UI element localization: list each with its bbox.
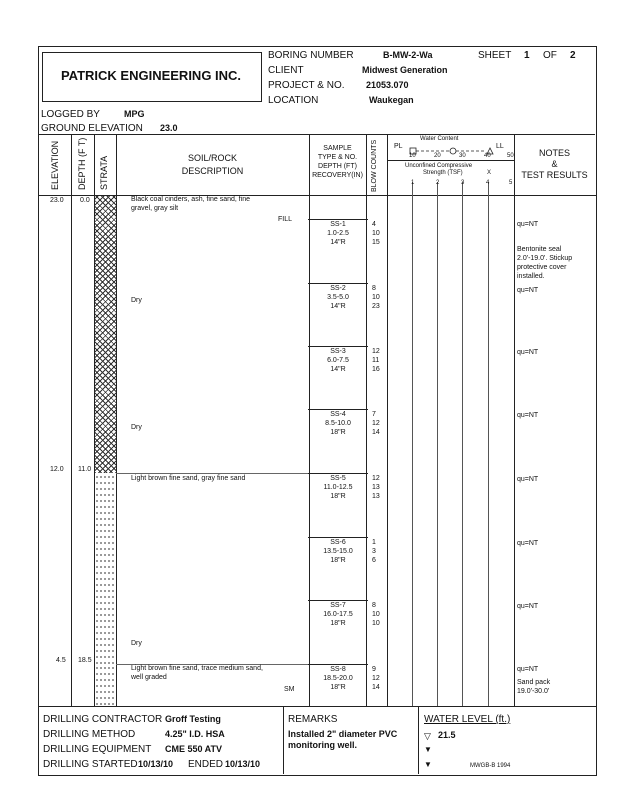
sample-header-line2: TYPE & NO. — [317, 154, 358, 161]
wc-scale — [388, 153, 514, 160]
drilling-started-label: DRILLING STARTED — [43, 759, 138, 770]
elevation-header: ELEVATION — [50, 140, 60, 190]
sample-depth: 1.0-2.5 — [327, 230, 349, 237]
location-label: LOCATION — [268, 95, 319, 106]
test-result: qu=NT — [517, 412, 539, 419]
pl-label: PL — [394, 143, 403, 150]
boring-number-label: BORING NUMBER — [268, 50, 354, 61]
blow-count: 8 10 10 — [372, 602, 380, 627]
ucs-label-1: Unconfined Compressive — [405, 163, 473, 169]
soil-classification: SM — [284, 686, 295, 693]
bentonite-note: Bentonite seal 2.0'-19.0'. Stickup protective cover installed. — [517, 246, 573, 280]
test-result: qu=NT — [517, 349, 539, 356]
sheet-total: 2 — [570, 50, 576, 61]
ucs-x: X — [487, 170, 492, 176]
soil-header-line2: DESCRIPTION — [181, 166, 244, 176]
sample-depth: 16.0-17.5 — [323, 611, 353, 618]
ucs-scale-3: 3 — [461, 180, 465, 186]
sample-header-line3: DEPTH (FT) — [318, 163, 357, 170]
blow-counts-header: BLOW COUNTS — [371, 139, 378, 192]
water-level-icon: ▼ — [424, 760, 432, 769]
water-level-value: 21.5 — [438, 730, 456, 740]
sample-recovery: 14"R — [330, 366, 346, 373]
notes-header — [514, 148, 595, 181]
notes-header-line2: & — [551, 159, 558, 169]
sample-recovery: 14"R — [330, 239, 346, 246]
sample-id: SS-2 — [308, 283, 368, 293]
elevation-value: 12.0 — [50, 466, 64, 473]
moisture-note: Dry — [131, 640, 142, 647]
sample-recovery: 18"R — [330, 493, 346, 500]
sample-header-line1: SAMPLE — [323, 145, 352, 152]
project-label: PROJECT & NO. — [268, 80, 345, 91]
blow-count: 4 10 15 — [372, 221, 380, 246]
drilling-method: 4.25" I.D. HSA — [165, 729, 225, 739]
sample-id: SS-7 — [308, 600, 368, 610]
test-result: qu=NT — [517, 666, 539, 673]
sample-header — [309, 144, 366, 180]
strata-header: STRATA — [99, 155, 109, 190]
project-number: 21053.070 — [366, 80, 409, 90]
sheet-number: 1 — [524, 50, 530, 61]
soil-header-line1: SOIL/ROCK — [187, 153, 237, 163]
strata-sand-pattern — [95, 474, 115, 664]
wc-scale-10: 10 — [409, 153, 416, 159]
strata-sand-pattern — [95, 665, 115, 705]
description-text: gravel, gray silt — [131, 205, 179, 212]
ucs-scale-1: 1 — [411, 180, 415, 186]
sample-entry — [308, 283, 368, 311]
strata-fill-pattern — [94, 196, 117, 473]
sample-id: SS-1 — [308, 219, 368, 229]
description-text: Light brown fine sand, gray fine sand — [131, 475, 246, 482]
blow-count: 12 11 16 — [372, 348, 380, 373]
logged-by-label: LOGGED BY — [41, 109, 100, 120]
form-code: MWGB-B 1994 — [470, 763, 511, 769]
sample-header-line4: RECOVERY(IN) — [312, 172, 363, 179]
ucs-label-2: Strength (TSF) — [423, 170, 463, 176]
sample-entry — [308, 664, 368, 692]
ground-elevation: 23.0 — [160, 123, 178, 133]
blow-count: 7 12 14 — [372, 411, 380, 436]
depth-header: DEPTH (F T) — [77, 137, 87, 190]
test-result: qu=NT — [517, 221, 539, 228]
boring-number: B-MW-2-Wa — [383, 50, 433, 60]
moisture-note: Dry — [131, 297, 142, 304]
ucs-scale — [388, 180, 514, 187]
sand-pack-note: Sand pack 19.0'-30.0' — [517, 679, 551, 695]
drilling-ended: 10/13/10 — [225, 759, 261, 769]
sample-entry — [308, 473, 368, 501]
depth-value: 18.5 — [78, 657, 92, 664]
description-text: Black coal cinders, ash, fine sand, fine — [131, 196, 251, 203]
soil-header — [116, 152, 309, 178]
sample-id: SS-8 — [308, 664, 368, 674]
depth-value: 0.0 — [80, 197, 90, 204]
blow-count: 12 13 13 — [372, 475, 380, 500]
drilling-started: 10/13/10 — [138, 759, 174, 769]
company-name: PATRICK ENGINEERING INC. — [60, 68, 242, 83]
ground-elevation-label: GROUND ELEVATION — [41, 123, 143, 134]
soil-classification: FILL — [278, 216, 293, 223]
notes-header-line1: NOTES — [538, 148, 570, 158]
test-result: qu=NT — [517, 476, 539, 483]
wc-scale-30: 30 — [459, 153, 466, 159]
sample-depth: 11.0-12.5 — [323, 484, 353, 491]
sample-id: SS-4 — [308, 409, 368, 419]
drilling-ended-label: ENDED — [188, 759, 224, 770]
wc-scale-40: 40 — [484, 153, 491, 159]
drilling-equipment: CME 550 ATV — [165, 744, 223, 754]
client: Midwest Generation — [362, 65, 448, 75]
sample-recovery: 18"R — [330, 684, 346, 691]
sample-recovery: 18"R — [330, 557, 346, 564]
drilling-method-label: DRILLING METHOD — [43, 729, 136, 740]
drilling-equipment-label: DRILLING EQUIPMENT — [43, 744, 152, 755]
elevation-value: 4.5 — [56, 657, 66, 664]
sample-recovery: 14"R — [330, 303, 346, 310]
client-label: CLIENT — [268, 65, 304, 76]
sample-id: SS-5 — [308, 473, 368, 483]
notes-header-line3: TEST RESULTS — [521, 170, 588, 180]
description-text: Light brown fine sand, trace medium sand, — [131, 665, 263, 672]
water-level-icon: ▼ — [424, 745, 432, 754]
sample-depth: 6.0-7.5 — [327, 357, 349, 364]
wc-scale-20: 20 — [434, 153, 441, 159]
water-content-label: Water Content — [420, 136, 459, 142]
sample-recovery: 18"R — [330, 429, 346, 436]
sample-depth: 3.5-5.0 — [327, 294, 349, 301]
elevation-value: 23.0 — [50, 197, 64, 204]
ucs-scale-2: 2 — [436, 180, 440, 186]
sample-entry — [308, 219, 368, 247]
sample-entry — [308, 600, 368, 628]
description-text: well graded — [131, 674, 167, 681]
remarks-label: REMARKS — [288, 714, 338, 725]
sample-depth: 13.5-15.0 — [323, 548, 353, 555]
ucs-scale-4: 4 — [486, 180, 490, 186]
sample-depth: 8.5-10.0 — [325, 420, 351, 427]
water-content-legend — [409, 143, 497, 153]
drilling-contractor: Groff Testing — [165, 714, 221, 724]
sample-depth: 18.5-20.0 — [323, 675, 353, 682]
blow-count: 8 10 23 — [372, 285, 380, 310]
ll-label: LL — [496, 143, 504, 150]
test-result: qu=NT — [517, 540, 539, 547]
test-result: qu=NT — [517, 603, 539, 610]
sample-id: SS-6 — [308, 537, 368, 547]
ucs-scale-5: 5 — [509, 180, 513, 186]
water-level-icon: ▽ — [424, 731, 431, 741]
sample-entry — [308, 537, 368, 565]
depth-value: 11.0 — [78, 466, 92, 473]
test-result: qu=NT — [517, 287, 539, 294]
logged-by: MPG — [124, 109, 145, 119]
blow-count: 1 3 6 — [372, 539, 376, 564]
remarks: Installed 2" diameter PVC monitoring well. — [288, 729, 398, 750]
sheet-of: OF — [543, 50, 557, 61]
location: Waukegan — [369, 95, 414, 105]
blow-count: 9 12 14 — [372, 666, 380, 691]
wc-scale-50: 50 — [507, 153, 514, 159]
moisture-note: Dry — [131, 424, 142, 431]
sheet-label: SHEET — [478, 50, 512, 61]
water-level-label: WATER LEVEL (ft.) — [424, 714, 511, 725]
sample-id: SS-3 — [308, 346, 368, 356]
drilling-contractor-label: DRILLING CONTRACTOR — [43, 714, 163, 725]
sample-entry — [308, 409, 368, 437]
sample-entry — [308, 346, 368, 374]
sample-recovery: 18"R — [330, 620, 346, 627]
